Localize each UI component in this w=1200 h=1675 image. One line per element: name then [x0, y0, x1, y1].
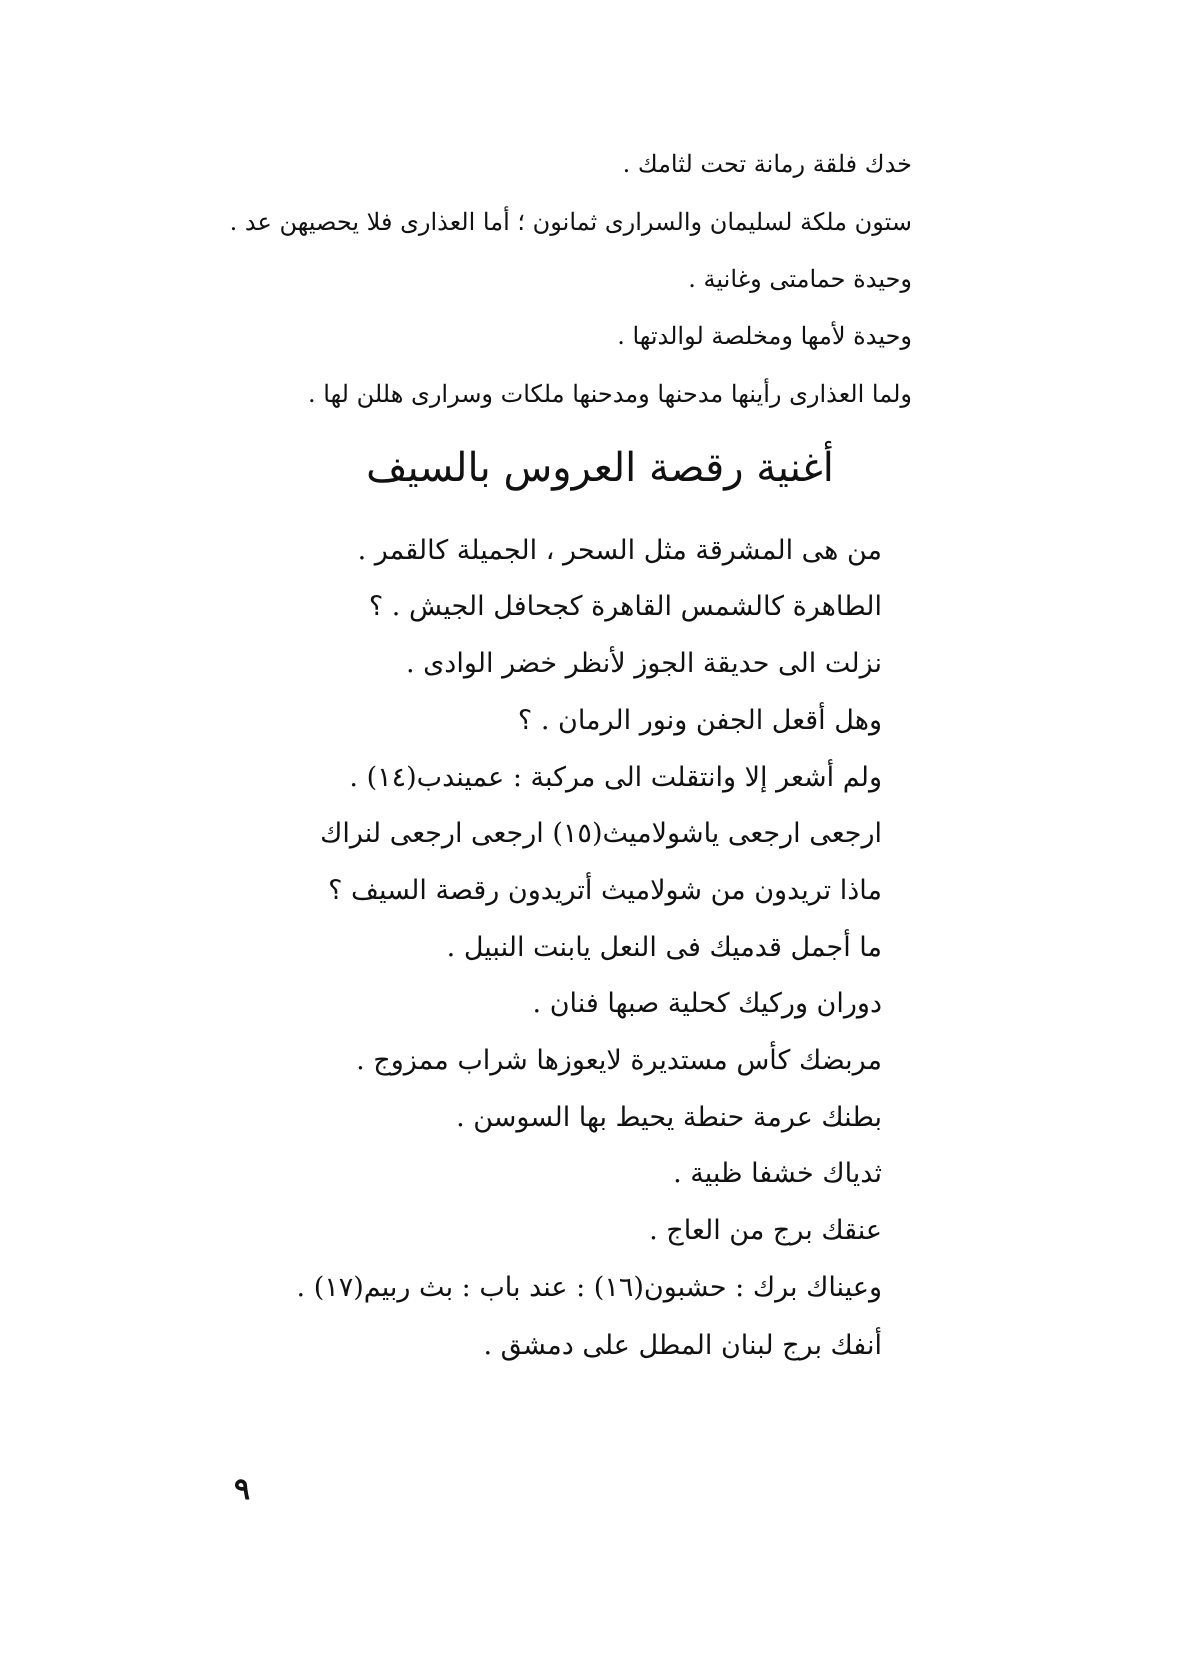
verse-line: عنقك برج من العاج .: [649, 1215, 882, 1246]
text-line: وحيدة لأمها ومخلصة لوالدتها .: [617, 322, 912, 350]
section-title: أغنية رقصة العروس بالسيف: [366, 445, 834, 491]
verse-line: ماذا تريدون من شولاميث أتريدون رقصة السيف ؟: [328, 875, 882, 906]
verse-line: من هى المشرقة مثل السحر ، الجميلة كالقمر .: [357, 535, 882, 566]
verse-line: وعيناك برك : حشبون(١٦) : عند باب : بث ربيم(١٧) .: [296, 1272, 882, 1303]
text-line: ستون ملكة لسليمان والسرارى ثمانون ؛ أما العذارى فلا يحصيهن عد .: [229, 208, 912, 236]
page-number: ٩: [234, 1472, 251, 1507]
verse-line: مربضك كأس مستديرة لايعوزها شراب ممزوج .: [356, 1045, 882, 1076]
verse-line: وهل أقعل الجفن ونور الرمان . ؟: [517, 705, 882, 736]
verse-line: الطاهرة كالشمس القاهرة كجحافل الجيش . ؟: [368, 591, 882, 622]
verse-line: أنفك برج لبنان المطل على دمشق .: [483, 1330, 882, 1361]
text-line: وحيدة حمامتى وغانية .: [688, 265, 912, 293]
verse-line: ثدياك خشفا ظبية .: [673, 1158, 882, 1189]
verse-line: ولم أشعر إلا وانتقلت الى مركبة : عميندب(١٤) .: [349, 762, 882, 793]
verse-line: ما أجمل قدميك فى النعل يابنت النبيل .: [446, 932, 882, 963]
verse-line: نزلت الى حديقة الجوز لأنظر خضر الوادى .: [406, 648, 882, 679]
verse-line: ارجعى ارجعى ياشولاميث(١٥) ارجعى ارجعى لنراك: [320, 818, 882, 849]
verse-line: دوران وركيك كحلية صبها فنان .: [532, 988, 882, 1019]
text-line: خدك فلقة رمانة تحت لثامك .: [622, 150, 912, 178]
verse-line: بطنك عرمة حنطة يحيط بها السوسن .: [456, 1102, 882, 1133]
text-line: ولما العذارى رأينها مدحنها ومدحنها ملكات وسرارى هللن لها .: [308, 380, 912, 408]
